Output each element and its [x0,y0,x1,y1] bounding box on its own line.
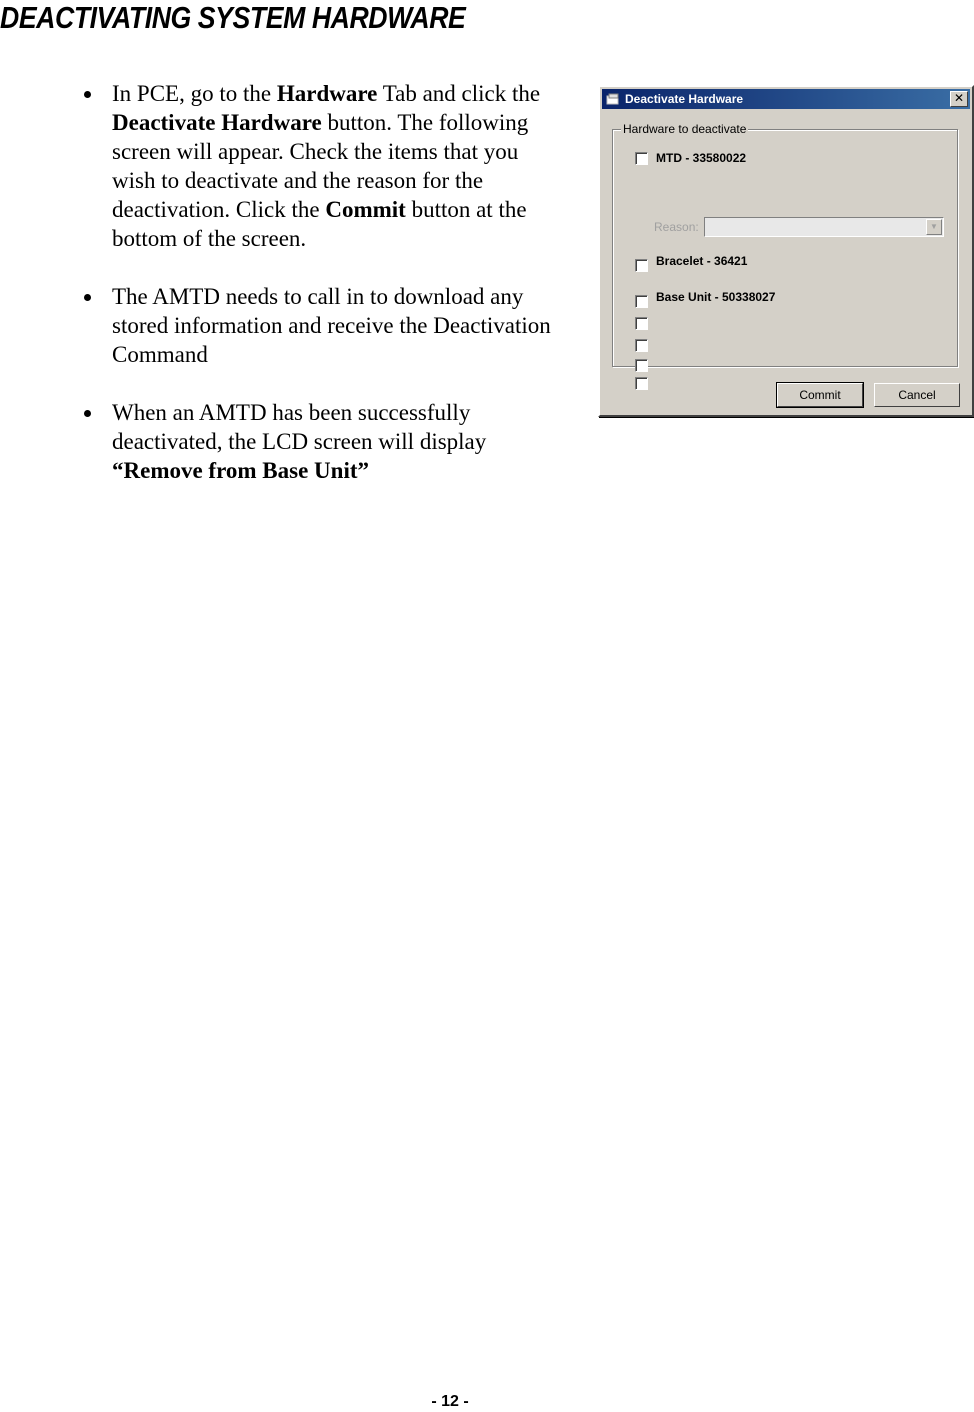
hardware-groupbox [612,122,958,367]
bullet-icon [84,91,91,98]
mtd-checkbox[interactable] [635,152,648,165]
list-item: The AMTD needs to call in to download any stored information and receive the Deactivation Command [70,282,565,369]
bullet-icon [84,410,91,417]
deactivate-hardware-dialog [598,85,974,417]
cancel-button[interactable]: Cancel [874,383,960,407]
bullet-icon [84,294,91,301]
dialog-title: Deactivate Hardware [625,92,744,106]
reason-dropdown[interactable] [704,217,944,237]
page-title: DEACTIVATING SYSTEM HARDWARE [0,0,466,35]
page-number: - 12 - [431,1393,469,1410]
commit-button[interactable]: Commit [777,383,863,407]
group-label: Hardware to deactivate [623,122,747,136]
empty-checkbox[interactable] [635,359,648,372]
close-button[interactable] [950,91,968,107]
empty-checkbox[interactable] [635,339,648,352]
hardware-item-label: MTD - 33580022 [656,151,747,165]
base-unit-checkbox[interactable] [635,295,648,308]
dialog-titlebar[interactable] [602,89,970,109]
reason-label: Reason: [654,220,699,234]
bracelet-checkbox[interactable] [635,259,648,272]
list-item: When an AMTD has been successfully deactivated, the LCD screen will display “Remove from Base Unit” [70,398,565,485]
hardware-item-label: Bracelet - 36421 [656,254,748,268]
empty-checkbox[interactable] [635,317,648,330]
instruction-list [70,79,565,514]
hardware-item-label: Base Unit - 50338027 [656,290,776,304]
list-item: In PCE, go to the Hardware Tab and click the Deactivate Hardware button. The following screen will appear. Check the items that you wish to deactivate and the reason for the deactivation. Click the Commit button at the bottom of the screen. [70,79,565,253]
chevron-down-icon[interactable]: ▼ [926,219,942,235]
empty-checkbox[interactable] [635,377,648,390]
close-icon: ✕ [953,91,965,105]
window-icon [606,93,620,105]
